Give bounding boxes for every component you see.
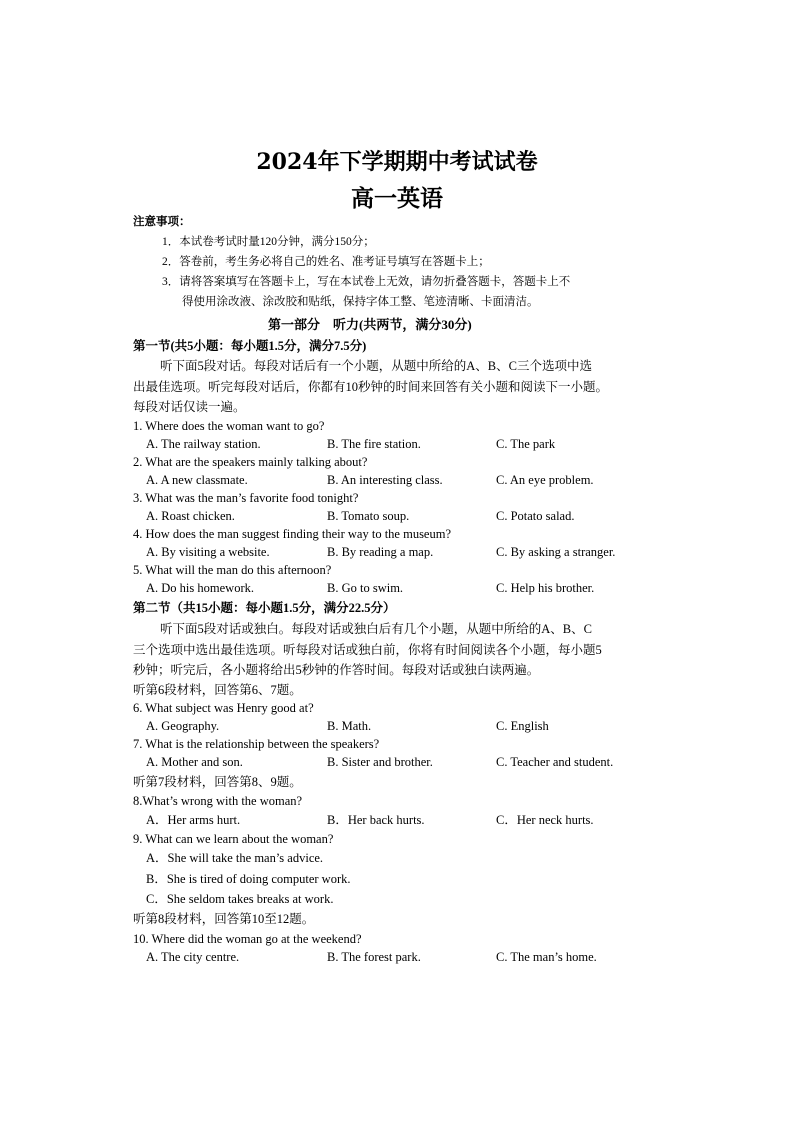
question-6: 6. What subject was Henry good at? <box>133 701 314 715</box>
question-2: 2. What are the speakers mainly talking about? <box>133 455 368 469</box>
option-b: B. Go to swim. <box>327 581 404 595</box>
option-c: C．She seldom takes breaks at work. <box>146 892 334 906</box>
question-10: 10. Where did the woman go at the weekend? <box>133 932 362 946</box>
option-a: A．She will take the man’s advice. <box>146 851 324 865</box>
question-7: 7. What is the relationship between the speakers? <box>133 737 380 751</box>
section2-instructions: 听下面5段对话或独白。每段对话或独白后有几个小题，从题中所给的A、B、C <box>160 622 592 636</box>
option-a: A. Roast chicken. <box>146 509 235 523</box>
option-c: C. By asking a stranger. <box>496 545 616 559</box>
exam-subject: 高一英语 <box>351 185 443 212</box>
material-8-heading: 听第8段材料，回答第10至12题。 <box>133 912 315 926</box>
option-b: B. Math. <box>327 719 372 733</box>
part1-heading: 第一部分 听力(共两节，满分30分) <box>268 317 472 332</box>
option-c: C. English <box>496 719 549 733</box>
option-b: B. The forest park. <box>327 950 421 964</box>
notes-item: 1．本试卷考试时量120分钟，满分150分； <box>162 236 375 248</box>
section1-heading: 第一节(共5小题：每小题1.5分，满分7.5分) <box>133 339 367 353</box>
question-9: 9. What can we learn about the woman? <box>133 832 334 846</box>
material-6-heading: 听第6段材料，回答第6、7题。 <box>133 683 302 697</box>
option-b: B. An interesting class. <box>327 473 443 487</box>
question-8: 8.What’s wrong with the woman? <box>133 794 303 808</box>
option-c: C. An eye problem. <box>496 473 594 487</box>
option-a: A. The city centre. <box>146 950 240 964</box>
option-a: A. The railway station. <box>146 437 261 451</box>
section1-instructions: 每段对话仅读一遍。 <box>133 400 246 414</box>
section2-instructions: 秒钟；听完后，各小题将给出5秒钟的作答时间。每段对话或独白读两遍。 <box>133 663 540 677</box>
notes-label: 注意事项： <box>133 216 191 228</box>
notes-item: 得使用涂改液、涂改胶和贴纸，保持字体工整、笔迹清晰、卡面清洁。 <box>182 296 539 308</box>
section1-instructions: 听下面5段对话。每段对话后有一个小题，从题中所给的A、B、C三个选项中选 <box>160 359 592 373</box>
option-b: B．She is tired of doing computer work. <box>146 872 351 886</box>
option-c: C. Help his brother. <box>496 581 595 595</box>
option-c: C. Potato salad. <box>496 509 575 523</box>
option-a: A. Geography. <box>146 719 220 733</box>
option-b: B. Sister and brother. <box>327 755 433 769</box>
question-4: 4. How does the man suggest finding their way to the museum? <box>133 527 451 541</box>
question-1: 1. Where does the woman want to go? <box>133 419 325 433</box>
option-a: A. A new classmate. <box>146 473 248 487</box>
exam-title: 2024年下学期期中考试试卷 <box>256 149 538 175</box>
question-3: 3. What was the man’s favorite food tonight? <box>133 491 359 505</box>
notes-item: 3．请将答案填写在答题卡上，写在本试卷上无效，请勿折叠答题卡，答题卡上不 <box>162 276 571 288</box>
option-b: B. Tomato soup. <box>327 509 410 523</box>
option-c: C. The man’s home. <box>496 950 597 964</box>
option-b: B. By reading a map. <box>327 545 434 559</box>
section1-instructions: 出最佳选项。听完每段对话后，你都有10秒钟的时间来回答有关小题和阅读下一小题。 <box>133 380 609 394</box>
option-a: A. By visiting a website. <box>146 545 270 559</box>
material-7-heading: 听第7段材料，回答第8、9题。 <box>133 775 302 789</box>
option-a: A．Her arms hurt. <box>146 813 241 827</box>
option-a: A. Mother and son. <box>146 755 243 769</box>
section2-heading: 第二节（共15小题：每小题1.5分，满分22.5分） <box>133 601 396 615</box>
notes-item: 2．答卷前，考生务必将自己的姓名、准考证号填写在答题卡上； <box>162 256 490 268</box>
question-5: 5. What will the man do this afternoon? <box>133 563 332 577</box>
option-b: B．Her back hurts. <box>327 813 425 827</box>
section2-instructions: 三个选项中选出最佳选项。听每段对话或独白前，你将有时间阅读各个小题，每小题5 <box>133 643 602 657</box>
option-c: C. Teacher and student. <box>496 755 614 769</box>
option-c: C．Her neck hurts. <box>496 813 594 827</box>
option-a: A. Do his homework. <box>146 581 254 595</box>
option-b: B. The fire station. <box>327 437 421 451</box>
option-c: C. The park <box>496 437 556 451</box>
